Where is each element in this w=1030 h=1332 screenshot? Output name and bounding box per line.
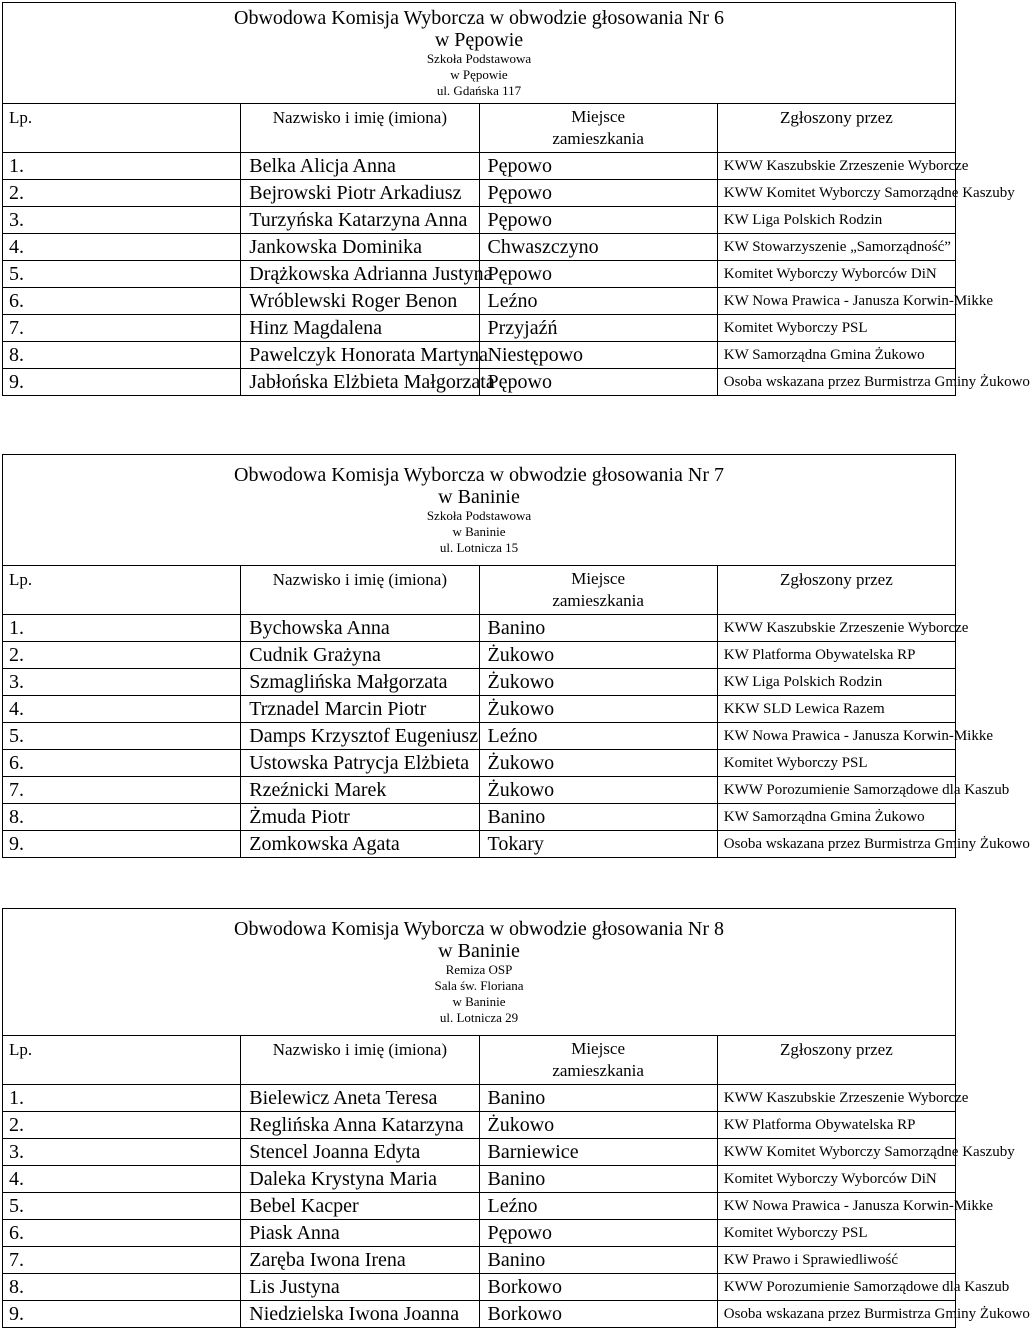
member-place: Barniewice	[479, 1139, 717, 1166]
committee-address-line: w Baninie	[452, 994, 506, 1009]
column-header-place-line1: Miejsce	[571, 1039, 626, 1058]
member-name: Lis Justyna	[241, 1274, 479, 1301]
table-row	[3, 153, 956, 180]
committee-block	[2, 2, 1030, 396]
member-place: Przyjaźń	[479, 315, 717, 342]
member-nominated-by: Komitet Wyborczy PSL	[717, 750, 955, 777]
committee-location: w Pępowie	[434, 29, 524, 51]
table-row	[3, 234, 956, 261]
member-name: Bebel Kacper	[241, 1193, 479, 1220]
table-row	[3, 369, 956, 396]
member-place: Pępowo	[479, 180, 717, 207]
member-name: Szmaglińska Małgorzata	[241, 669, 479, 696]
committee-block	[2, 454, 1030, 858]
member-place: Leźno	[479, 723, 717, 750]
column-header-lp: Lp.	[3, 1036, 241, 1085]
member-place: Żukowo	[479, 669, 717, 696]
member-lp: 8.	[3, 342, 241, 369]
member-name: Turzyńska Katarzyna Anna	[241, 207, 479, 234]
member-name: Drążkowska Adrianna Justyna	[241, 261, 479, 288]
column-header-name: Nazwisko i imię (imiona)	[241, 1036, 479, 1085]
member-nominated-by: Osoba wskazana przez Burmistrza Gminy Żukowo	[717, 831, 955, 858]
table-row	[3, 288, 956, 315]
table-row	[3, 696, 956, 723]
member-name: Jankowska Dominika	[241, 234, 479, 261]
committee-address-line: Remiza OSP	[445, 962, 513, 977]
column-header-place-line1: Miejsce	[571, 569, 626, 588]
member-place: Pępowo	[479, 1220, 717, 1247]
member-place: Banino	[479, 1247, 717, 1274]
member-lp: 6.	[3, 750, 241, 777]
member-name: Reglińska Anna Katarzyna	[241, 1112, 479, 1139]
table-row	[3, 1247, 956, 1274]
member-nominated-by: KWW Komitet Wyborczy Samorządne Kaszuby	[717, 180, 955, 207]
column-header-place	[479, 104, 717, 153]
table-row	[3, 723, 956, 750]
member-name: Cudnik Grażyna	[241, 642, 479, 669]
member-place: Chwaszczyno	[479, 234, 717, 261]
table-row	[3, 804, 956, 831]
committee-location: w Baninie	[438, 486, 520, 508]
member-name: Damps Krzysztof Eugeniusz	[241, 723, 479, 750]
member-place: Leźno	[479, 288, 717, 315]
committee-title: Obwodowa Komisja Wyborcza w obwodzie głosowania Nr 7	[234, 464, 724, 486]
column-header-by: Zgłoszony przez	[717, 104, 955, 153]
committee-title: Obwodowa Komisja Wyborcza w obwodzie głosowania Nr 8	[234, 918, 724, 940]
column-header-row	[3, 566, 956, 615]
member-name: Hinz Magdalena	[241, 315, 479, 342]
committee-address-line: ul. Lotnicza 15	[439, 540, 519, 555]
member-lp: 9.	[3, 1301, 241, 1328]
member-lp: 2.	[3, 1112, 241, 1139]
column-header-by: Zgłoszony przez	[717, 566, 955, 615]
committee-address-line: w Baninie	[452, 524, 506, 539]
member-lp: 8.	[3, 1274, 241, 1301]
committee-address-line: Sala św. Floriana	[434, 978, 524, 993]
member-lp: 1.	[3, 153, 241, 180]
member-place: Borkowo	[479, 1274, 717, 1301]
member-lp: 3.	[3, 207, 241, 234]
column-header-row	[3, 1036, 956, 1085]
member-nominated-by: KW Stowarzyszenie „Samorządność”	[717, 234, 955, 261]
column-header-place	[479, 566, 717, 615]
member-lp: 5.	[3, 1193, 241, 1220]
member-place: Żukowo	[479, 642, 717, 669]
table-row	[3, 1274, 956, 1301]
column-header-place-line2: zamieszkania	[552, 1061, 644, 1080]
member-place: Żukowo	[479, 777, 717, 804]
member-place: Niestępowo	[479, 342, 717, 369]
table-row	[3, 669, 956, 696]
column-header-row	[3, 104, 956, 153]
member-name: Stencel Joanna Edyta	[241, 1139, 479, 1166]
member-nominated-by: KW Platforma Obywatelska RP	[717, 642, 955, 669]
table-row	[3, 1139, 956, 1166]
member-place: Banino	[479, 804, 717, 831]
column-header-by: Zgłoszony przez	[717, 1036, 955, 1085]
member-nominated-by: KWW Kaszubskie Zrzeszenie Wyborcze	[717, 615, 955, 642]
member-lp: 9.	[3, 831, 241, 858]
member-name: Zaręba Iwona Irena	[241, 1247, 479, 1274]
member-name: Pawelczyk Honorata Martyna	[241, 342, 479, 369]
member-name: Trznadel Marcin Piotr	[241, 696, 479, 723]
member-place: Pępowo	[479, 153, 717, 180]
member-name: Zomkowska Agata	[241, 831, 479, 858]
column-header-place-line1: Miejsce	[571, 107, 626, 126]
member-lp: 6.	[3, 288, 241, 315]
member-lp: 4.	[3, 696, 241, 723]
table-row	[3, 750, 956, 777]
committee-header	[3, 3, 956, 104]
member-nominated-by: KWW Porozumienie Samorządowe dla Kaszub	[717, 1274, 955, 1301]
committee-title: Obwodowa Komisja Wyborcza w obwodzie głosowania Nr 6	[234, 7, 724, 29]
table-row	[3, 1301, 956, 1328]
member-name: Wróblewski Roger Benon	[241, 288, 479, 315]
column-header-name: Nazwisko i imię (imiona)	[241, 566, 479, 615]
member-nominated-by: KWW Komitet Wyborczy Samorządne Kaszuby	[717, 1139, 955, 1166]
member-place: Tokary	[479, 831, 717, 858]
table-row	[3, 1193, 956, 1220]
member-nominated-by: KW Liga Polskich Rodzin	[717, 207, 955, 234]
member-lp: 7.	[3, 777, 241, 804]
member-name: Jabłońska Elżbieta Małgorzata	[241, 369, 479, 396]
table-row	[3, 342, 956, 369]
column-header-place-line2: zamieszkania	[552, 591, 644, 610]
member-lp: 4.	[3, 234, 241, 261]
member-place: Żukowo	[479, 1112, 717, 1139]
member-lp: 3.	[3, 669, 241, 696]
member-name: Bielewicz Aneta Teresa	[241, 1085, 479, 1112]
member-place: Żukowo	[479, 696, 717, 723]
table-row	[3, 615, 956, 642]
member-name: Bejrowski Piotr Arkadiusz	[241, 180, 479, 207]
member-name: Daleka Krystyna Maria	[241, 1166, 479, 1193]
member-place: Borkowo	[479, 1301, 717, 1328]
member-nominated-by: KW Samorządna Gmina Żukowo	[717, 804, 955, 831]
committee-header	[3, 455, 956, 566]
table-row	[3, 831, 956, 858]
table-row	[3, 180, 956, 207]
member-nominated-by: Komitet Wyborczy Wyborców DiN	[717, 1166, 955, 1193]
table-row	[3, 1112, 956, 1139]
member-nominated-by: KWW Kaszubskie Zrzeszenie Wyborcze	[717, 1085, 955, 1112]
member-name: Bychowska Anna	[241, 615, 479, 642]
column-header-lp: Lp.	[3, 566, 241, 615]
committee-address-line: Szkoła Podstawowa	[426, 508, 532, 523]
member-nominated-by: Osoba wskazana przez Burmistrza Gminy Żukowo	[717, 369, 955, 396]
member-place: Żukowo	[479, 750, 717, 777]
committee-table	[2, 2, 1030, 396]
member-nominated-by: KW Nowa Prawica - Janusza Korwin-Mikke	[717, 723, 955, 750]
member-name: Niedzielska Iwona Joanna	[241, 1301, 479, 1328]
member-name: Piask Anna	[241, 1220, 479, 1247]
table-row	[3, 777, 956, 804]
committee-block	[2, 908, 1030, 1328]
member-place: Leźno	[479, 1193, 717, 1220]
member-place: Banino	[479, 1166, 717, 1193]
committee-address-line: w Pępowie	[450, 67, 508, 82]
column-header-place-line2: zamieszkania	[552, 129, 644, 148]
table-row	[3, 315, 956, 342]
member-nominated-by: KKW SLD Lewica Razem	[717, 696, 955, 723]
table-row	[3, 261, 956, 288]
member-place: Banino	[479, 1085, 717, 1112]
committee-table	[2, 908, 1030, 1328]
member-nominated-by: KW Prawo i Sprawiedliwość	[717, 1247, 955, 1274]
member-lp: 2.	[3, 642, 241, 669]
committee-header	[3, 909, 956, 1036]
member-name: Żmuda Piotr	[241, 804, 479, 831]
member-place: Pępowo	[479, 261, 717, 288]
member-nominated-by: Komitet Wyborczy PSL	[717, 1220, 955, 1247]
member-lp: 6.	[3, 1220, 241, 1247]
member-lp: 7.	[3, 315, 241, 342]
column-header-name: Nazwisko i imię (imiona)	[241, 104, 479, 153]
table-row	[3, 1220, 956, 1247]
member-lp: 4.	[3, 1166, 241, 1193]
member-nominated-by: Komitet Wyborczy Wyborców DiN	[717, 261, 955, 288]
member-place: Pępowo	[479, 369, 717, 396]
member-lp: 1.	[3, 615, 241, 642]
member-lp: 3.	[3, 1139, 241, 1166]
member-lp: 7.	[3, 1247, 241, 1274]
member-nominated-by: KW Samorządna Gmina Żukowo	[717, 342, 955, 369]
member-nominated-by: KW Liga Polskich Rodzin	[717, 669, 955, 696]
member-name: Ustowska Patrycja Elżbieta	[241, 750, 479, 777]
member-nominated-by: KW Platforma Obywatelska RP	[717, 1112, 955, 1139]
committee-address-line: ul. Lotnicza 29	[439, 1010, 519, 1025]
member-place: Pępowo	[479, 207, 717, 234]
member-lp: 9.	[3, 369, 241, 396]
member-name: Rzeźnicki Marek	[241, 777, 479, 804]
committee-address-line: Szkoła Podstawowa	[426, 51, 532, 66]
member-lp: 1.	[3, 1085, 241, 1112]
table-row	[3, 207, 956, 234]
column-header-place	[479, 1036, 717, 1085]
committee-table	[2, 454, 1030, 858]
table-row	[3, 1085, 956, 1112]
member-nominated-by: KWW Kaszubskie Zrzeszenie Wyborcze	[717, 153, 955, 180]
member-lp: 8.	[3, 804, 241, 831]
member-lp: 5.	[3, 261, 241, 288]
committee-location: w Baninie	[438, 940, 520, 962]
table-row	[3, 1166, 956, 1193]
member-nominated-by: Komitet Wyborczy PSL	[717, 315, 955, 342]
table-row	[3, 642, 956, 669]
committee-address-line: ul. Gdańska 117	[436, 83, 522, 98]
member-nominated-by: KW Nowa Prawica - Janusza Korwin-Mikke	[717, 1193, 955, 1220]
member-nominated-by: KWW Porozumienie Samorządowe dla Kaszub	[717, 777, 955, 804]
member-lp: 2.	[3, 180, 241, 207]
member-lp: 5.	[3, 723, 241, 750]
column-header-lp: Lp.	[3, 104, 241, 153]
member-nominated-by: Osoba wskazana przez Burmistrza Gminy Żukowo	[717, 1301, 955, 1328]
member-nominated-by: KW Nowa Prawica - Janusza Korwin-Mikke	[717, 288, 955, 315]
member-place: Banino	[479, 615, 717, 642]
member-name: Belka Alicja Anna	[241, 153, 479, 180]
